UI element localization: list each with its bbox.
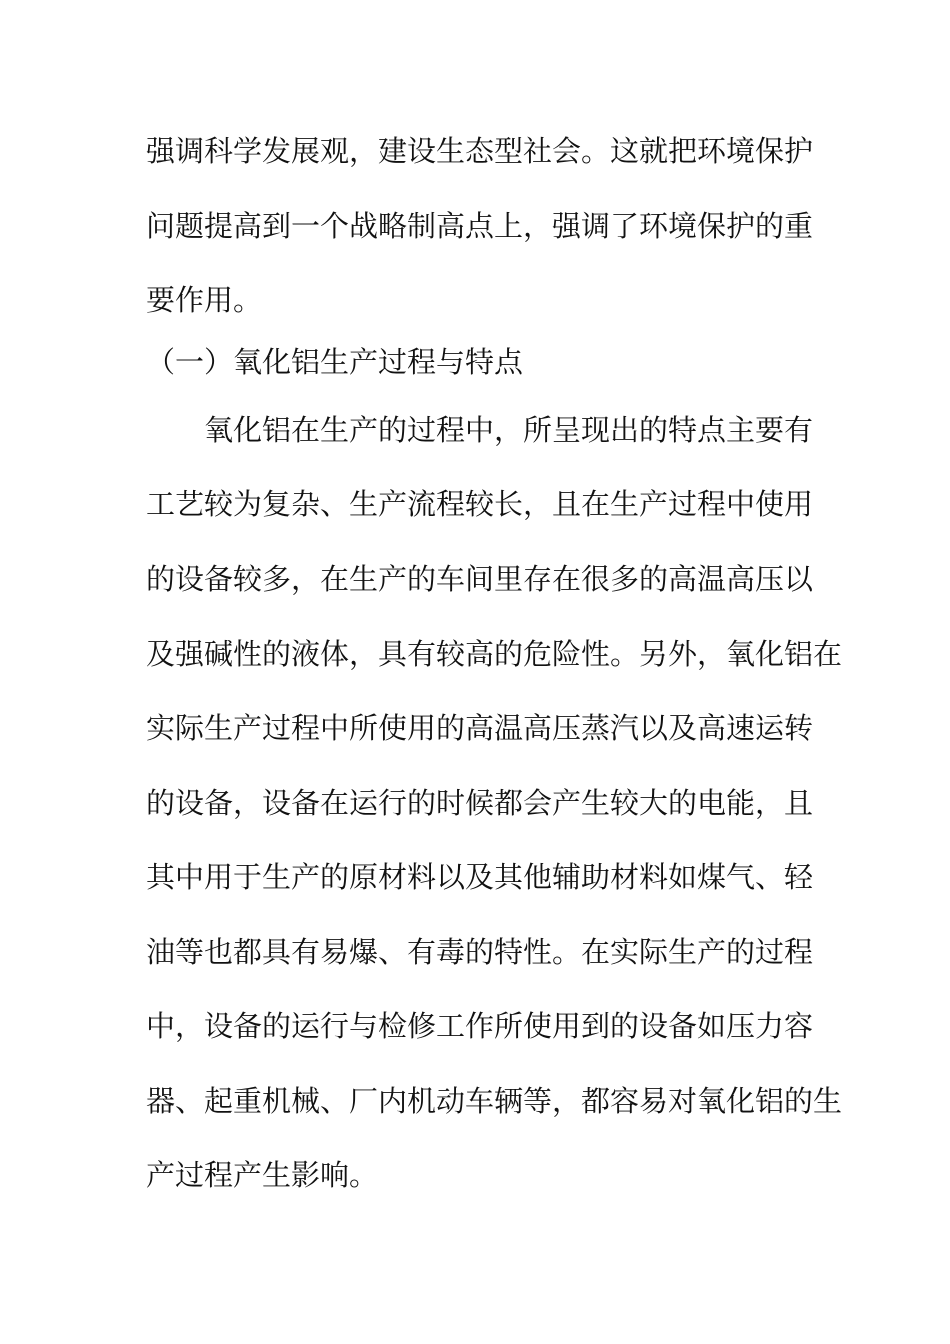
paragraph-line: 工艺较为复杂、生产流程较长，且在生产过程中使用 [146,487,814,521]
paragraph-line: 问题提高到一个战略制高点上，强调了环境保护的重 [146,209,814,243]
paragraph-line: 氧化铝在生产的过程中，所呈现出的特点主要有 [204,413,814,447]
paragraph-line: 要作用。 [146,283,263,317]
paragraph-line: 产过程产生影响。 [146,1158,379,1192]
paragraph-line: 及强碱性的液体，具有较高的危险性。另外，氧化铝在 [146,637,843,671]
section-heading: （一）氧化铝生产过程与特点 [146,345,524,379]
paragraph-line: 器、起重机械、厂内机动车辆等，都容易对氧化铝的生 [146,1084,843,1118]
paragraph-line: 中，设备的运行与检修工作所使用到的设备如压力容 [146,1009,814,1043]
paragraph-line: 的设备较多，在生产的车间里存在很多的高温高压以 [146,562,814,596]
paragraph-line: 实际生产过程中所使用的高温高压蒸汽以及高速运转 [146,711,814,745]
paragraph-line: 其中用于生产的原材料以及其他辅助材料如煤气、轻 [146,860,814,894]
paragraph-line: 油等也都具有易爆、有毒的特性。在实际生产的过程 [146,935,814,969]
paragraph-line: 强调科学发展观，建设生态型社会。这就把环境保护 [146,134,814,168]
paragraph-line: 的设备，设备在运行的时候都会产生较大的电能，且 [146,786,814,820]
